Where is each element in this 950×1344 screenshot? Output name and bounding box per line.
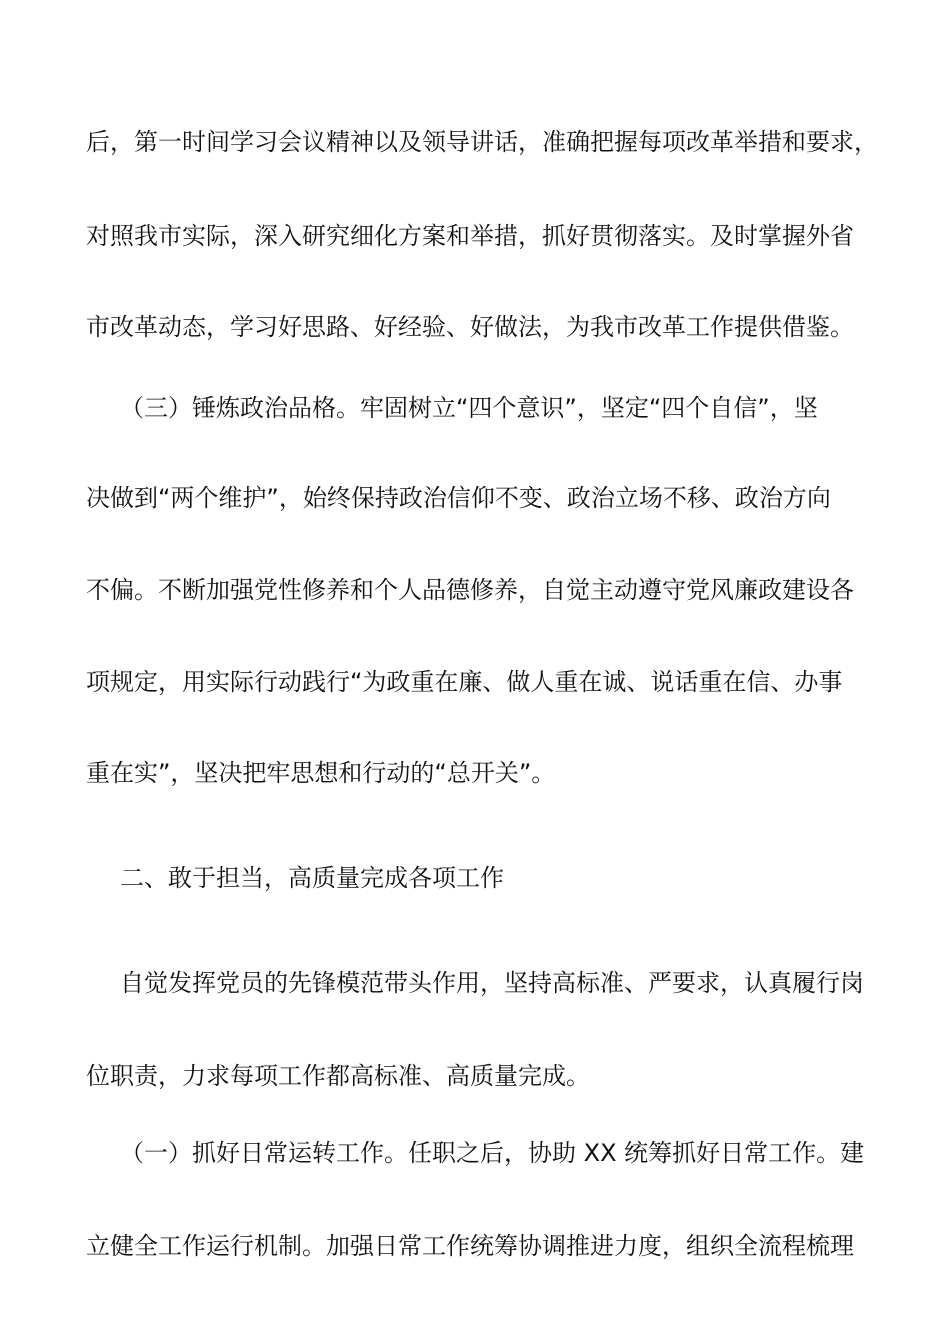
text-line: 立健全工作运行机制。加强日常工作统筹协调推进力度，组织全流程梳理 <box>86 1232 854 1260</box>
text-line: （三）锤炼政治品格。牢固树立“四个意识”，坚定“四个自信”，坚 <box>120 394 818 422</box>
text-line: 位职责，力求每项工作都高标准、高质量完成。 <box>86 1062 590 1090</box>
text-line: 不偏。不断加强党性修养和个人品德修养，自觉主动遵守党风廉政建设各 <box>86 576 854 604</box>
text-line: （一）抓好日常运转工作。任职之后，协助 XX 统筹抓好日常工作。建 <box>120 1139 865 1167</box>
text-line: 对照我市实际，深入研究细化方案和举措，抓好贯彻落实。及时掌握外省 <box>86 222 854 250</box>
text-line: 重在实”，坚决把牢思想和行动的“总开关”。 <box>86 759 556 787</box>
text-line: 决做到“两个维护”，始终保持政治信仰不变、政治立场不移、政治方向 <box>86 484 831 512</box>
text-line: 后，第一时间学习会议精神以及领导讲话，准确把握每项改革举措和要求， <box>86 128 878 156</box>
section-heading: 二、敢于担当，高质量完成各项工作 <box>120 864 504 892</box>
text-line: 项规定，用实际行动践行“为政重在廉、做人重在诚、说话重在信、办事 <box>86 668 843 696</box>
text-line: 自觉发挥党员的先锋模范带头作用，坚持高标准、严要求，认真履行岗 <box>120 969 864 997</box>
text-line: 市改革动态，学习好思路、好经验、好做法，为我市改革工作提供借鉴。 <box>86 313 854 341</box>
